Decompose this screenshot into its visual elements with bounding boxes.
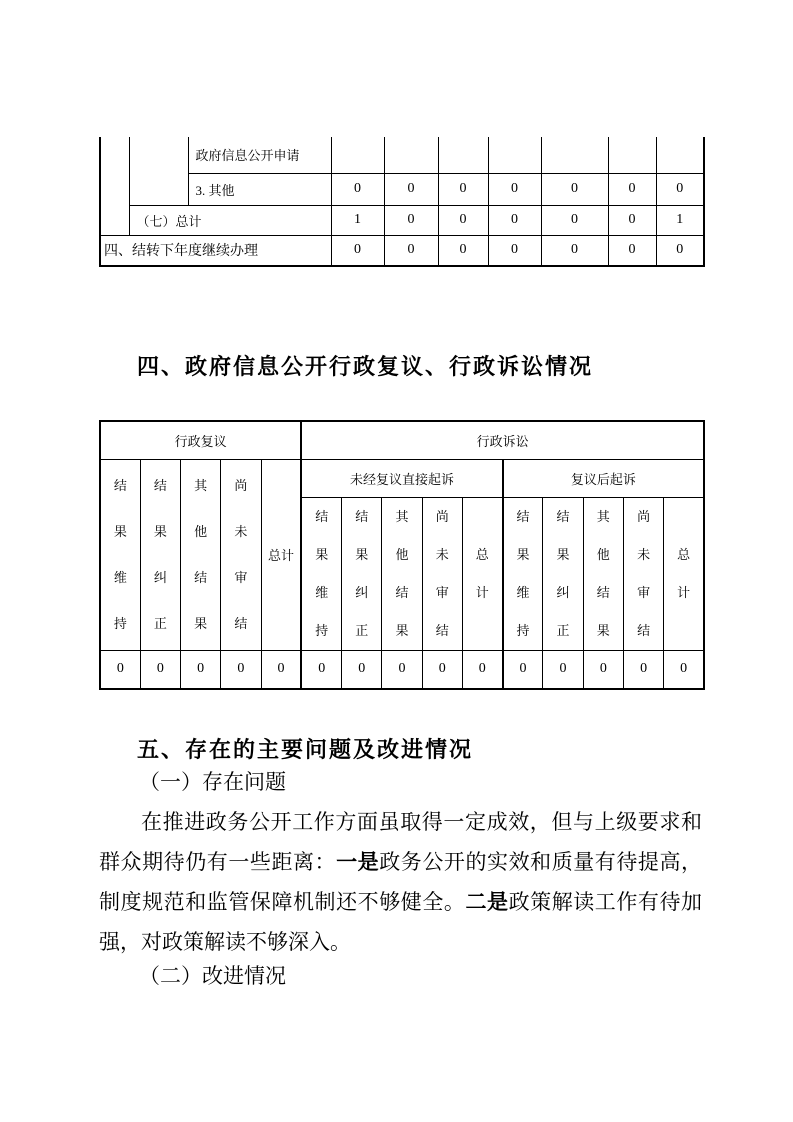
column-header <box>543 497 583 650</box>
column-header-label: 其他结果 <box>194 477 208 631</box>
paragraph-bold-first: 一是 <box>336 850 380 874</box>
paragraph-segment: 政务公开的实效和质量有待提高，制度规范和监管保障机制还不够健全。 <box>99 850 703 914</box>
column-header-label: 总计 <box>677 546 691 600</box>
column-header-label: 结果纠正 <box>556 508 570 638</box>
table-cell: 0 <box>181 650 221 689</box>
table-cell: 0 <box>488 173 541 205</box>
table-cell: 0 <box>438 173 488 205</box>
review-litigation-table <box>99 420 705 690</box>
column-header <box>503 497 543 650</box>
sub-header-after-review-suit: 复议后起诉 <box>503 459 704 497</box>
column-header <box>342 497 382 650</box>
table-cell: 0 <box>342 650 382 689</box>
table-cell: 0 <box>384 205 438 235</box>
table-row <box>100 173 704 205</box>
paragraph-segment: 政策解读工作有待加强，对政策解读不够深入。 <box>99 890 703 954</box>
column-header <box>382 497 422 650</box>
table-row <box>100 650 704 689</box>
table-row <box>100 235 704 266</box>
table-cell: 0 <box>261 650 301 689</box>
table-cell: 0 <box>140 650 180 689</box>
table-cell: 1 <box>331 205 384 235</box>
column-header-label: 结果维持 <box>315 508 329 638</box>
table-cell: 0 <box>331 173 384 205</box>
table-cell: 0 <box>623 650 663 689</box>
table-cell: 0 <box>541 173 608 205</box>
column-header-label: 结果纠正 <box>355 508 369 638</box>
table-cell: 0 <box>656 173 704 205</box>
table-cell <box>488 137 541 173</box>
column-header-label: 结果纠正 <box>153 477 167 631</box>
table-cell <box>541 137 608 173</box>
table-row <box>100 137 704 173</box>
column-header <box>221 459 261 650</box>
table-row <box>100 205 704 235</box>
column-header <box>422 497 462 650</box>
table-cell: 0 <box>301 650 341 689</box>
row-label: 3. 其他 <box>188 173 331 205</box>
table-cell: 0 <box>543 650 583 689</box>
table-cell: 0 <box>438 235 488 266</box>
table-cell: 0 <box>384 173 438 205</box>
column-header-label: 其他结果 <box>596 508 610 638</box>
table-cell: 0 <box>331 235 384 266</box>
table-cell: 1 <box>656 205 704 235</box>
table-cell <box>384 137 438 173</box>
table-cell <box>331 137 384 173</box>
table-cell: 0 <box>541 205 608 235</box>
table-cell: 0 <box>664 650 704 689</box>
table-cell: 0 <box>503 650 543 689</box>
table-cell: 0 <box>422 650 462 689</box>
sub-header-direct-suit: 未经复议直接起诉 <box>301 459 502 497</box>
column-header <box>181 459 221 650</box>
column-header-label: 尚未审结 <box>234 477 248 631</box>
row-label: 政府信息公开申请 <box>188 137 331 173</box>
section-5-heading: 五、存在的主要问题及改进情况 <box>137 737 474 762</box>
column-header-total: 总计 <box>261 459 301 650</box>
table-cell: 0 <box>221 650 261 689</box>
table-cell: 0 <box>608 173 656 205</box>
table-cell <box>438 137 488 173</box>
table-cell-spacer <box>129 137 188 205</box>
table-cell <box>608 137 656 173</box>
table-cell: 0 <box>100 650 140 689</box>
column-header <box>100 459 140 650</box>
table-cell: 0 <box>488 235 541 266</box>
table-row <box>100 421 704 459</box>
column-header-label: 结果维持 <box>516 508 530 638</box>
table-cell-spacer <box>100 137 129 235</box>
table-cell: 0 <box>462 650 502 689</box>
carryover-table <box>99 137 705 267</box>
table-cell: 0 <box>384 235 438 266</box>
column-header <box>623 497 663 650</box>
table-cell: 0 <box>438 205 488 235</box>
column-header-label: 其他结果 <box>395 508 409 638</box>
subsection-1-heading: （一）存在问题 <box>139 770 286 794</box>
column-header-total <box>462 497 502 650</box>
column-header-label: 结果维持 <box>113 477 127 631</box>
group-header-litigation: 行政诉讼 <box>301 421 704 459</box>
row-label: （七）总计 <box>129 205 331 235</box>
paragraph-segment: 在推进政务公开工作方面虽取得一定成效，但与上级要求和群众期待仍有一些距离： <box>99 810 702 874</box>
group-header-review: 行政复议 <box>100 421 301 459</box>
table-cell: 0 <box>608 205 656 235</box>
column-header <box>583 497 623 650</box>
column-header-total <box>664 497 704 650</box>
table-cell: 0 <box>583 650 623 689</box>
table-cell: 0 <box>541 235 608 266</box>
column-header-label: 尚未审结 <box>637 508 651 638</box>
column-header-label: 尚未审结 <box>435 508 449 638</box>
table-cell: 0 <box>608 235 656 266</box>
table-cell: 0 <box>488 205 541 235</box>
table-cell <box>656 137 704 173</box>
problems-paragraph <box>99 802 702 962</box>
column-header <box>301 497 341 650</box>
subsection-2-heading: （二）改进情况 <box>139 964 286 988</box>
paragraph-bold-second: 二是 <box>465 890 509 914</box>
table-cell: 0 <box>382 650 422 689</box>
table-cell: 0 <box>656 235 704 266</box>
column-header <box>140 459 180 650</box>
row-label: 四、结转下年度继续办理 <box>100 235 331 266</box>
column-header-label: 总计 <box>475 546 489 600</box>
table-row <box>100 459 704 497</box>
section-4-heading: 四、政府信息公开行政复议、行政诉讼情况 <box>137 354 594 379</box>
